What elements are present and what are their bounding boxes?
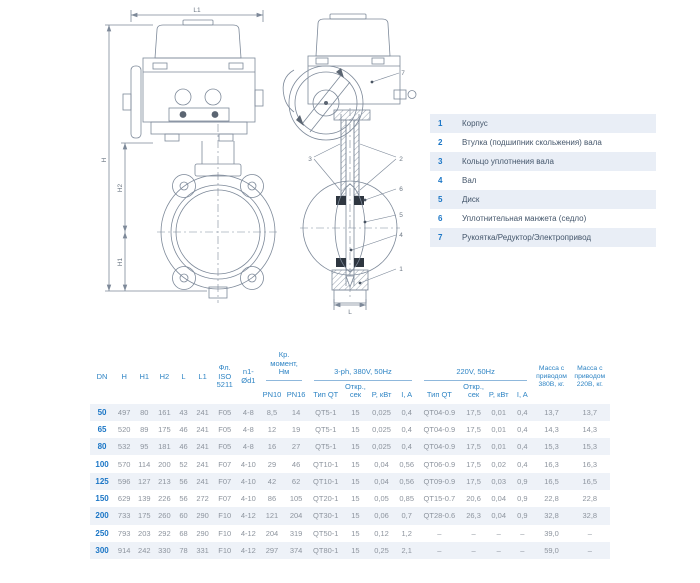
table-cell: 331 [196, 546, 209, 556]
col-header-open-sec-220: Откр., сек [463, 381, 485, 399]
table-cell: 16,5 [544, 476, 559, 486]
table-cell: 0,4 [401, 424, 412, 434]
manual-override-plate [131, 66, 141, 138]
table-row [90, 455, 610, 472]
legend-item-label: Втулка (подшипник скольжения) вала [462, 138, 602, 147]
legend-item-number: 3 [438, 157, 443, 166]
dn-cell: 125 [95, 476, 109, 486]
col-header-h1: H1 [139, 371, 150, 381]
actuator-body-2 [308, 56, 400, 104]
group-header-380v: 3-ph, 380V, 50Hz [308, 350, 418, 382]
table-cell: 0,05 [374, 494, 389, 504]
table-cell: 241 [196, 442, 209, 452]
table-cell: 0,9 [517, 511, 528, 521]
legend-item [430, 152, 656, 171]
col-header-i-a-380: I, A [401, 390, 413, 399]
table-cell: 4-10 [240, 494, 256, 504]
table-cell: 16 [267, 442, 277, 452]
table-cell: 43 [179, 407, 188, 417]
table-cell: 17,5 [466, 442, 481, 452]
dim-label-h2: H2 [117, 183, 124, 193]
table-cell: 15,3 [544, 442, 559, 452]
table-cell: 793 [117, 528, 131, 538]
actuator-top-tab [183, 20, 213, 25]
group-header-220v: 220V, 50Hz [418, 350, 534, 382]
table-cell: F10 [218, 511, 232, 521]
table-cell: 290 [196, 511, 209, 521]
table-cell: 0,9 [517, 494, 528, 504]
col-header-pn10: PN10 [262, 390, 282, 399]
dn-cell: 50 [97, 407, 107, 417]
table-cell: 15 [351, 459, 360, 469]
col-header-type-qt-380: Тип QT [313, 390, 339, 399]
table-cell: 4-12 [240, 546, 256, 556]
table-cell: 17,5 [466, 424, 481, 434]
dn-cell: 100 [95, 459, 109, 469]
col-header-l: L [181, 371, 186, 381]
table-cell: 59,0 [544, 546, 559, 556]
table-cell: 204 [289, 511, 303, 521]
table-cell: 22,8 [544, 494, 559, 504]
table-cell: 0,4 [401, 407, 412, 417]
table-cell: 319 [289, 528, 303, 538]
table-cell: 292 [158, 528, 171, 538]
table-cell: 0,04 [491, 511, 507, 521]
table-cell: 19 [291, 424, 301, 434]
table-cell: 4-8 [242, 407, 254, 417]
table-cell: 161 [158, 407, 171, 417]
table-cell: 16,3 [544, 459, 559, 469]
table-cell: 497 [117, 407, 131, 417]
table-cell: 175 [158, 424, 171, 434]
table-cell: 12 [267, 424, 277, 434]
table-cell: 46 [291, 459, 301, 469]
dn-cell: 200 [95, 511, 109, 521]
table-cell: 200 [158, 459, 171, 469]
table-cell: 32,8 [582, 511, 598, 521]
table-cell: 241 [196, 476, 209, 486]
table-cell: 0,4 [517, 407, 528, 417]
table-cell: 14 [291, 407, 301, 417]
table-row [90, 490, 610, 507]
table-cell: 213 [158, 476, 171, 486]
table-cell: F05 [218, 407, 232, 417]
table-cell: 4-8 [242, 442, 254, 452]
actuator-body [143, 58, 255, 122]
table-cell: 0,01 [491, 407, 507, 417]
table-cell: F05 [218, 442, 232, 452]
table-cell: 60 [179, 511, 188, 521]
table-cell: 26,3 [466, 511, 481, 521]
spec-table-body [90, 404, 610, 560]
table-cell: 596 [117, 476, 131, 486]
table-cell: 13,7 [544, 407, 559, 417]
dn-cell: 250 [95, 528, 109, 538]
dn-cell: 80 [97, 442, 107, 452]
table-cell: 330 [158, 546, 171, 556]
table-cell: 14,3 [544, 424, 559, 434]
table-cell: 733 [117, 511, 131, 521]
callout-3: 3 [308, 156, 312, 163]
table-cell: 532 [117, 442, 131, 452]
table-cell: QT04-0.9 [423, 442, 456, 452]
col-header-type-qt-220: Тип QT [426, 390, 452, 399]
table-cell: 16,5 [582, 476, 598, 486]
dim-label-h1: H1 [117, 257, 124, 267]
legend-item [430, 133, 656, 152]
table-cell: 15 [351, 511, 360, 521]
table-cell: 0,4 [517, 442, 528, 452]
table-cell: 0,12 [374, 528, 389, 538]
table-cell: 17,5 [466, 459, 481, 469]
table-cell: F07 [218, 494, 232, 504]
table-cell: 27 [291, 442, 301, 452]
table-cell: – [437, 546, 442, 556]
table-cell: 0,9 [517, 476, 528, 486]
table-row [90, 438, 610, 455]
col-header-mass-380: Масса с приводом 380В, кг. [536, 365, 567, 388]
table-cell: 226 [158, 494, 171, 504]
table-cell: 0,025 [372, 442, 391, 452]
dn-cell: 300 [95, 546, 109, 556]
table-cell: 17,5 [466, 407, 481, 417]
table-cell: 260 [158, 511, 171, 521]
table-cell: 204 [265, 528, 279, 538]
table-cell: 181 [158, 442, 171, 452]
handwheel-handle [283, 70, 294, 112]
table-cell: 0,4 [517, 424, 528, 434]
table-cell: 570 [117, 459, 131, 469]
table-cell: 15 [351, 476, 360, 486]
legend-item-label: Уплотнительная манжета (седло) [462, 214, 587, 223]
table-cell: 0,7 [401, 511, 412, 521]
callout-7: 7 [401, 70, 405, 77]
table-cell: 4-10 [240, 459, 256, 469]
col-header-p-kw-380: P, кВт [371, 390, 392, 399]
table-cell: 0,02 [491, 459, 507, 469]
table-cell: 15 [351, 424, 360, 434]
table-cell: 0,01 [491, 442, 507, 452]
table-row [90, 525, 610, 542]
legend-item-number: 1 [438, 119, 443, 128]
table-row [90, 404, 610, 421]
table-cell: – [471, 546, 476, 556]
callout-2: 2 [399, 156, 403, 163]
table-cell: QT06-0.9 [423, 459, 456, 469]
legend-item-number: 6 [438, 214, 443, 223]
table-cell: F05 [218, 424, 232, 434]
table-cell: 46 [179, 424, 188, 434]
actuator-dome [155, 25, 241, 58]
table-row [90, 473, 610, 490]
table-cell: 80 [140, 407, 149, 417]
table-cell: – [520, 546, 525, 556]
col-header-p-kw-220: P, кВт [488, 390, 509, 399]
legend-item-number: 4 [438, 176, 443, 185]
col-header-l1: L1 [198, 371, 207, 381]
table-cell: 241 [196, 407, 209, 417]
table-cell: 0,4 [517, 459, 528, 469]
table-cell: QT50-1 [313, 528, 339, 538]
table-cell: 629 [117, 494, 131, 504]
table-cell: 22,8 [582, 494, 598, 504]
table-cell: 4-12 [240, 511, 256, 521]
table-cell: 15,3 [582, 442, 598, 452]
table-cell: 0,25 [374, 546, 389, 556]
table-cell: 290 [196, 528, 209, 538]
legend-item [430, 114, 656, 133]
spec-table [90, 350, 610, 559]
table-cell: – [587, 546, 592, 556]
actuator-dome-2 [316, 19, 390, 56]
table-cell: 297 [265, 546, 279, 556]
table-cell: 16,3 [582, 459, 598, 469]
table-cell: 0,025 [372, 407, 391, 417]
callout-4: 4 [399, 232, 403, 239]
table-cell: 15 [351, 407, 360, 417]
table-cell: QT20-1 [313, 494, 339, 504]
table-cell: QT30-1 [313, 511, 339, 521]
col-header-h2: H2 [159, 371, 170, 381]
legend-item-label: Кольцо уплотнения вала [462, 157, 554, 166]
table-cell: QT15-0.7 [423, 494, 456, 504]
table-cell: 17,5 [466, 476, 481, 486]
table-cell: – [471, 528, 476, 538]
legend-item-number: 5 [438, 195, 443, 204]
table-cell: 56 [179, 494, 188, 504]
col-header-i-a-220: I, A [516, 390, 528, 399]
table-cell: 52 [179, 459, 188, 469]
col-header-bolts: n1-Ød1 [241, 367, 256, 385]
dim-label-l: L [348, 309, 352, 315]
legend-item-label: Рукоятка/Редуктор/Электропривод [462, 233, 592, 242]
valve-front-drawing [95, 0, 295, 315]
table-cell: QT04-0.9 [423, 407, 456, 417]
table-cell: 0,06 [374, 511, 389, 521]
table-cell: F07 [218, 476, 232, 486]
table-cell: 241 [196, 459, 209, 469]
table-cell: 78 [179, 546, 188, 556]
table-cell: QT80-1 [313, 546, 339, 556]
legend-item-label: Вал [462, 176, 477, 185]
table-cell: 139 [138, 494, 151, 504]
table-cell: – [587, 528, 592, 538]
table-row [90, 542, 610, 559]
table-cell: 0,025 [372, 424, 391, 434]
table-cell: 272 [196, 494, 209, 504]
table-cell: QT09-0.9 [423, 476, 456, 486]
handwheel [283, 66, 363, 140]
dn-cell: 150 [95, 494, 109, 504]
table-cell: QT10-1 [313, 476, 339, 486]
table-cell: 15 [351, 528, 360, 538]
table-cell: 520 [117, 424, 131, 434]
table-row [90, 421, 610, 438]
table-cell: – [496, 546, 501, 556]
legend-item [430, 228, 656, 247]
col-header-open-sec-380: Откр., сек [344, 381, 366, 399]
table-cell: 175 [138, 511, 151, 521]
legend-item-number: 2 [438, 138, 443, 147]
dim-label-h: H [101, 157, 108, 163]
table-cell: 127 [138, 476, 151, 486]
table-cell: QT5-1 [315, 442, 337, 452]
table-cell: 8,5 [266, 407, 278, 417]
legend-item-label: Корпус [462, 119, 488, 128]
table-cell: 0,4 [401, 442, 412, 452]
table-cell: 242 [138, 546, 151, 556]
callout-5: 5 [399, 212, 403, 219]
table-cell: 0,04 [374, 459, 389, 469]
table-cell: 0,56 [399, 476, 414, 486]
table-cell: 1,2 [401, 528, 412, 538]
col-header-pn16: PN16 [286, 390, 306, 399]
table-cell: 15 [351, 442, 360, 452]
table-cell: 68 [179, 528, 188, 538]
table-cell: 4-10 [240, 476, 256, 486]
table-cell: 2,1 [401, 546, 412, 556]
group-header-torque: Кр. момент, Нм [260, 350, 308, 382]
table-cell: QT5-1 [315, 407, 337, 417]
table-cell: F10 [218, 528, 232, 538]
legend-item-label: Диск [462, 195, 480, 204]
table-cell: 20,6 [466, 494, 481, 504]
table-cell: 0,85 [399, 494, 414, 504]
table-cell: QT10-1 [313, 459, 339, 469]
dn-cell: 65 [97, 424, 107, 434]
table-cell: 13,7 [582, 407, 598, 417]
dim-label-l1: L1 [193, 7, 201, 14]
col-header-flange: Фл. ISO 5211 [216, 363, 233, 389]
actuator-top-tab-2 [330, 14, 366, 19]
table-cell: QT04-0.9 [423, 424, 456, 434]
table-cell: – [496, 528, 501, 538]
table-cell: 62 [291, 476, 301, 486]
table-cell: QT5-1 [315, 424, 337, 434]
table-cell: 86 [267, 494, 277, 504]
col-header-dn: DN [96, 371, 108, 381]
table-cell: 4-8 [242, 424, 254, 434]
table-cell: – [437, 528, 442, 538]
table-cell: 0,04 [374, 476, 389, 486]
table-cell: 0,01 [491, 424, 507, 434]
legend-item-number: 7 [438, 233, 443, 242]
table-cell: F07 [218, 459, 232, 469]
table-cell: 15 [351, 494, 360, 504]
table-cell: – [520, 528, 525, 538]
table-cell: 0,56 [399, 459, 414, 469]
legend-item [430, 209, 656, 228]
table-cell: 46 [179, 442, 188, 452]
table-row [90, 507, 610, 524]
legend-item [430, 190, 656, 209]
table-cell: 914 [117, 546, 131, 556]
col-header-mass-220: Масса с приводом 220В, кг. [574, 365, 606, 388]
table-cell: 4-12 [240, 528, 256, 538]
table-cell: 89 [140, 424, 149, 434]
table-cell: 374 [289, 546, 303, 556]
legend [430, 114, 656, 247]
valve-section-drawing [272, 0, 442, 315]
table-cell: 15 [351, 546, 360, 556]
callout-6: 6 [399, 186, 403, 193]
col-header-h: H [121, 371, 127, 381]
table-cell: 0,04 [491, 494, 507, 504]
table-cell: 241 [196, 424, 209, 434]
table-cell: 14,3 [582, 424, 598, 434]
legend-item [430, 171, 656, 190]
table-cell: 105 [289, 494, 303, 504]
table-cell: 203 [138, 528, 151, 538]
table-cell: 39,0 [544, 528, 559, 538]
table-cell: 95 [140, 442, 149, 452]
table-cell: F10 [218, 546, 232, 556]
table-cell: 121 [265, 511, 279, 521]
table-cell: 32,8 [544, 511, 559, 521]
table-cell: QT28-0.6 [423, 511, 456, 521]
table-cell: 0,03 [491, 476, 507, 486]
callout-1: 1 [399, 266, 403, 273]
table-cell: 29 [267, 459, 277, 469]
table-cell: 56 [179, 476, 188, 486]
table-cell: 42 [267, 476, 277, 486]
table-cell: 114 [138, 459, 151, 469]
